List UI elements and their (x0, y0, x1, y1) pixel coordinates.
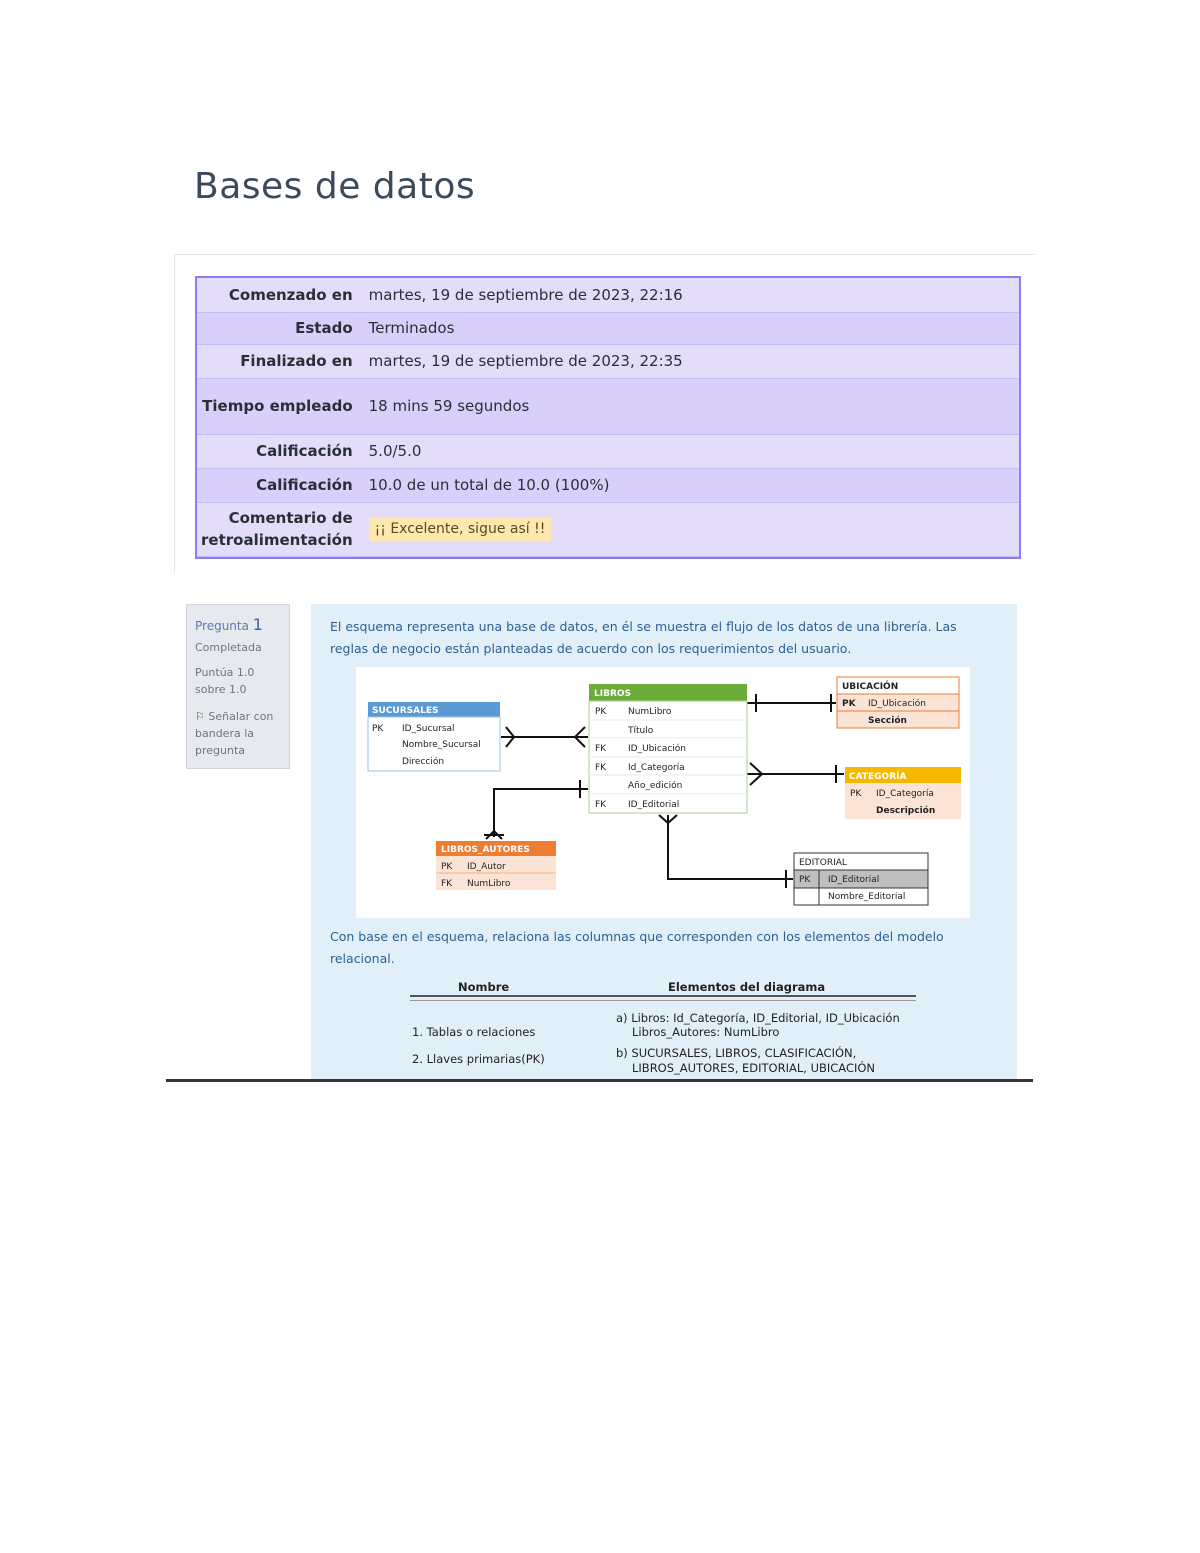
table-libros-title: LIBROS (594, 689, 632, 699)
attempt-summary-table (195, 276, 1021, 559)
question-number-value: 1 (252, 615, 263, 634)
ubicacion-field: Sección (868, 716, 907, 726)
table-ubicacion-title: UBICACIÓN (842, 682, 899, 692)
match-left-item: 1. Tablas o relaciones (412, 1025, 536, 1039)
question-intro: El esquema representa una base de datos, en él se muestra el flujo de los datos de una librería. Las reglas de negocio están planteadas de acuerdo con los requerimientos del usuario. (330, 619, 957, 656)
ubicacion-field: ID_Ubicación (868, 699, 927, 709)
libros-field: Id_Categoría (628, 763, 685, 773)
match-right-item: a) Libros: Id_Categoría, ID_Editorial, ID_Ubicación (616, 1011, 900, 1025)
libros-key: FK (595, 763, 607, 773)
libros-field: NumLibro (628, 707, 672, 717)
libros-autores-field: ID_Autor (467, 862, 506, 872)
libros-field: ID_Editorial (628, 800, 680, 810)
table-libros-autores-title: LIBROS_AUTORES (441, 845, 530, 855)
summary-row-grade (197, 434, 1019, 468)
summary-label: Calificación (197, 434, 361, 468)
match-col-nombre: Nombre (458, 980, 510, 994)
summary-label: Calificación (197, 468, 361, 502)
question-info-panel (186, 604, 290, 769)
editorial-field: Nombre_Editorial (828, 892, 906, 902)
table-editorial-title: EDITORIAL (799, 858, 847, 868)
er-diagram (356, 667, 970, 918)
table-libros-autores (436, 841, 556, 890)
match-right-item: b) SUCURSALES, LIBROS, CLASIFICACIÓN, (616, 1046, 857, 1060)
summary-row-state (197, 312, 1019, 344)
table-categoria (845, 767, 961, 819)
categoria-key: PK (850, 789, 862, 799)
libros-key: FK (595, 744, 607, 754)
er-diagram-svg (356, 667, 970, 918)
match-header-rule (410, 995, 916, 1001)
table-sucursales-title: SUCURSALES (372, 706, 439, 716)
flag-label: Señalar con bandera la pregunta (195, 710, 274, 757)
page-title: Bases de datos (194, 166, 476, 207)
ubicacion-key: PK (842, 699, 856, 709)
summary-value: 10.0 de un total de 10.0 (100%) (361, 468, 1019, 502)
table-sucursales (368, 702, 500, 771)
table-editorial (794, 853, 928, 905)
editorial-key: PK (799, 875, 811, 885)
summary-label: Estado (197, 312, 361, 344)
summary-value: martes, 19 de septiembre de 2023, 22:16 (361, 278, 1019, 312)
libros-autores-key: FK (441, 879, 453, 889)
summary-value: 5.0/5.0 (361, 434, 1019, 468)
libros-field: Año_edición (628, 781, 683, 791)
table-categoria-title: CATEGORÍA (849, 772, 907, 782)
libros-field: ID_Ubicación (628, 744, 687, 754)
summary-label: Comenzado en (197, 278, 361, 312)
libros-field: Título (628, 726, 654, 736)
summary-row-feedback (197, 502, 1019, 556)
categoria-field: ID_Categoría (876, 789, 934, 799)
flag-icon: ⚐ (195, 710, 205, 723)
summary-label: Comentario de retroalimentación (197, 502, 361, 556)
summary-row-finished (197, 344, 1019, 378)
libros-autores-key: PK (441, 862, 453, 872)
summary-row-time (197, 378, 1019, 434)
question-grade: Puntúa 1.0 sobre 1.0 (195, 666, 255, 696)
sucursales-field: Dirección (402, 757, 445, 767)
summary-row-grade-total (197, 468, 1019, 502)
page-bottom-rule (166, 1079, 1033, 1082)
feedback-text: ¡¡ Excelente, sigue así !! (369, 517, 552, 541)
question-instruction: Con base en el esquema, relaciona las columnas que corresponden con los elementos del modelo relacional. (330, 929, 944, 966)
summary-value: 18 mins 59 segundos (361, 378, 1019, 434)
match-col-elementos: Elementos del diagrama (668, 980, 826, 994)
table-libros (589, 684, 747, 813)
match-left-item: 2. Llaves primarias(PK) (412, 1052, 545, 1066)
sucursales-field: Nombre_Sucursal (402, 740, 481, 750)
summary-value: martes, 19 de septiembre de 2023, 22:35 (361, 344, 1019, 378)
libros-autores-field: NumLibro (467, 879, 511, 889)
summary-label: Finalizado en (197, 344, 361, 378)
editorial-field: ID_Editorial (828, 875, 880, 885)
match-table (410, 978, 916, 1078)
flag-question-link[interactable] (195, 708, 281, 759)
summary-label: Tiempo empleado (197, 378, 361, 434)
summary-value: Terminados (361, 312, 1019, 344)
table-ubicacion (837, 677, 959, 728)
match-right-item: Libros_Autores: NumLibro (632, 1025, 780, 1039)
categoria-field: Descripción (876, 806, 936, 816)
question-number (195, 615, 263, 634)
match-right-item: LIBROS_AUTORES, EDITORIAL, UBICACIÓN (632, 1061, 876, 1075)
question-number-label: Pregunta (195, 619, 249, 633)
sucursales-field: ID_Sucursal (402, 724, 455, 734)
libros-key: PK (595, 707, 607, 717)
sucursales-key: PK (372, 724, 384, 734)
summary-row-started (197, 278, 1019, 312)
libros-key: FK (595, 800, 607, 810)
question-state: Completada (195, 641, 262, 654)
